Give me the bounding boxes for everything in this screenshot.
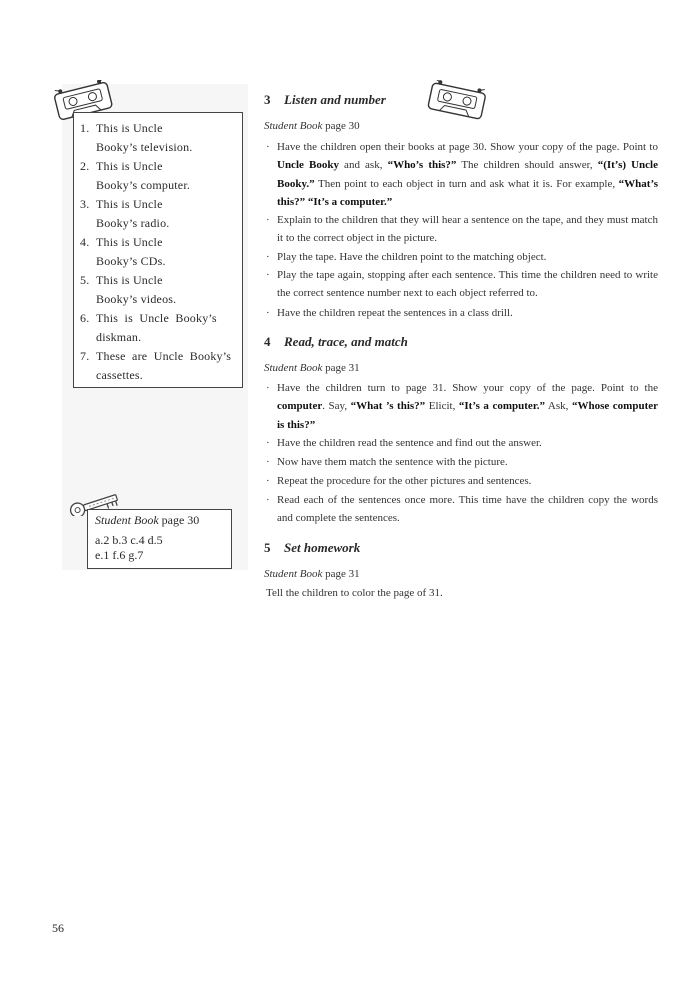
bullet-dot: · <box>266 141 270 153</box>
item-line: This is Uncle <box>96 197 163 211</box>
section-heading <box>264 540 360 556</box>
bullet-dot: · <box>266 269 270 281</box>
bullet-text: Repeat the procedure for the other pictures and sentences. <box>277 475 532 487</box>
section-number: 3 <box>264 92 271 107</box>
answer-key-title <box>95 513 199 528</box>
item-number: 7. <box>80 349 90 363</box>
book-title: Student Book <box>264 120 323 132</box>
bullet-dot: · <box>266 494 270 506</box>
bullet-paragraph <box>266 491 658 528</box>
item-number: 1. <box>80 121 90 135</box>
book-page: page 31 <box>322 568 360 580</box>
answer-key-line: e.1 f.6 g.7 <box>95 548 144 562</box>
answer-key-line: a.2 b.3 c.4 d.5 <box>95 533 163 547</box>
bullet-text: Now have them match the sentence with the picture. <box>277 456 508 468</box>
bullet-text: Have the children open their books at page 30. Show your copy of the page. Point to Uncle Booky and ask, “Who’s this?” The children should answer, “(It’s) Uncle Booky.” Then point to each object in turn and ask what it is. For example, “What’s this?” “It’s a computer.” <box>277 141 658 208</box>
bullet-dot: · <box>266 437 270 449</box>
item-line: This is Uncle <box>96 273 163 287</box>
item-number: 5. <box>80 273 90 287</box>
book-page: page 31 <box>322 362 360 374</box>
section-title: Read, trace, and match <box>284 334 408 349</box>
bullet-text: Read each of the sentences once more. This time have the children copy the words and complete the sentences. <box>277 494 658 525</box>
bullet-text: Play the tape. Have the children point to the matching object. <box>277 251 547 263</box>
bullet-text: Have the children turn to page 31. Show your copy of the page. Point to the computer. Say, “What ’s this?” Elicit, “It’s a computer.” Ask, “Whose computer is this?” <box>277 382 659 431</box>
section-title: Listen and number <box>284 92 386 107</box>
section-number: 5 <box>264 540 271 555</box>
bullet-dot: · <box>266 214 270 226</box>
item-number: 4. <box>80 235 90 249</box>
item-line: This is Uncle Booky’s <box>96 311 217 325</box>
answer-key-book: Student Book <box>95 513 159 527</box>
item-line: Booky’s CDs. <box>96 254 166 268</box>
bullet-paragraph <box>266 453 658 471</box>
bullet-paragraph <box>266 266 658 303</box>
item-number: 2. <box>80 159 90 173</box>
item-line: This is Uncle <box>96 159 163 173</box>
bullet-paragraph <box>266 379 658 434</box>
cassette-tape-icon <box>424 80 490 120</box>
section-heading <box>264 92 386 108</box>
bullet-text: Have the children repeat the sentences in a class drill. <box>277 307 513 319</box>
bullet-paragraph <box>266 472 658 490</box>
item-number: 3. <box>80 197 90 211</box>
bullet-paragraph <box>266 138 658 211</box>
item-line: Booky’s television. <box>96 140 193 154</box>
item-number: 6. <box>80 311 90 325</box>
section-title: Set homework <box>284 540 361 555</box>
page-number: 56 <box>52 921 64 935</box>
answer-key-box <box>87 509 232 569</box>
section-heading <box>264 334 408 350</box>
sentence-list-box <box>73 112 243 388</box>
item-line: diskman. <box>96 330 142 344</box>
bullet-paragraph <box>266 248 658 266</box>
item-line: These are Uncle Booky’s <box>96 349 232 363</box>
section-number: 4 <box>264 334 271 349</box>
item-line: Booky’s radio. <box>96 216 170 230</box>
bullet-text: Play the tape again, stopping after each sentence. This time the children need to write the correct sentence number next to each object referred to. <box>277 269 658 300</box>
book-title: Student Book <box>264 362 323 374</box>
book-reference <box>264 120 360 132</box>
bullet-text: Have the children read the sentence and find out the answer. <box>277 437 542 449</box>
book-title: Student Book <box>264 568 323 580</box>
bullet-dot: · <box>266 307 270 319</box>
book-page: page 30 <box>322 120 360 132</box>
bullet-dot: · <box>266 475 270 487</box>
item-line: This is Uncle <box>96 121 163 135</box>
book-reference <box>264 568 360 580</box>
bullet-dot: · <box>266 251 270 263</box>
bullet-dot: · <box>266 456 270 468</box>
item-line: Booky’s videos. <box>96 292 177 306</box>
item-line: This is Uncle <box>96 235 163 249</box>
bullet-paragraph <box>266 304 658 322</box>
homework-text: Tell the children to color the page of 31. <box>266 587 443 599</box>
bullet-paragraph <box>266 434 658 452</box>
bullet-paragraph <box>266 211 658 248</box>
bullet-text: Explain to the children that they will hear a sentence on the tape, and they must match it to the correct object in the picture. <box>277 214 658 245</box>
bullet-dot: · <box>266 382 270 394</box>
book-reference <box>264 362 360 374</box>
item-line: Booky’s computer. <box>96 178 191 192</box>
item-line: cassettes. <box>96 368 143 382</box>
answer-key-page: page 30 <box>158 513 200 527</box>
